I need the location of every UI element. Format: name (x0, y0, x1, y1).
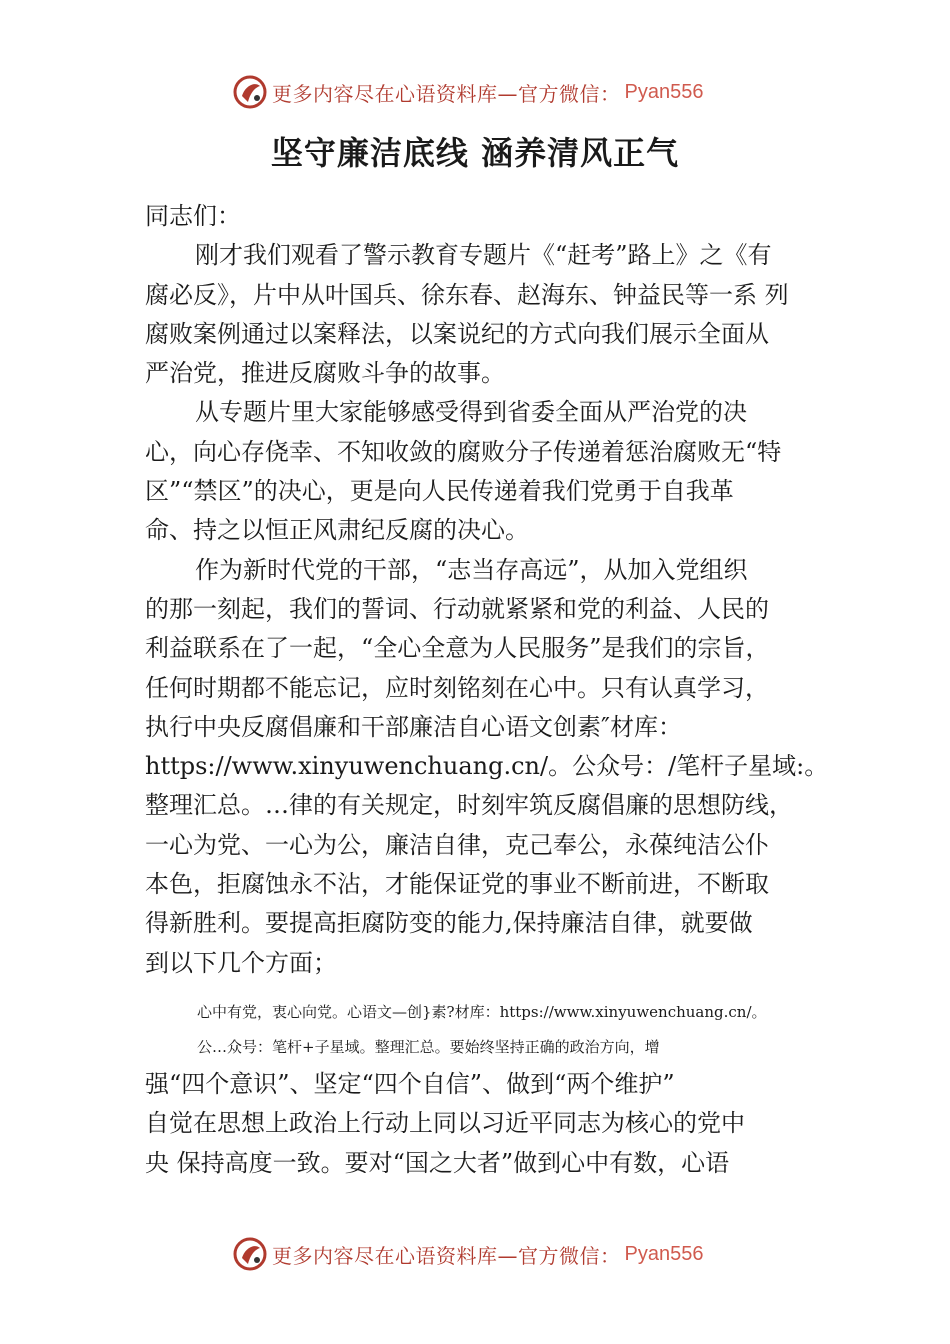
document-title: 坚守廉洁底线 涵养清风正气 (270, 134, 680, 172)
paragraph-line: 到以下几个方面； (145, 948, 337, 977)
paragraph-line: 央 保持高度一致。要对“国之大者”做到心中有数，心语 (145, 1148, 730, 1177)
footer-banner (232, 1234, 752, 1274)
xinyu-logo-icon (232, 74, 268, 110)
paragraph-line: https://www.xinyuwenchuang.cn/。公众号：/笔杆子星域:。 (145, 752, 829, 781)
salutation: 同志们： (145, 202, 241, 230)
paragraph-line: 任何时期都不能忘记，应时刻铭刻在心中。只有认真学习， (145, 673, 769, 702)
paragraph-line: 利益联系在了一起，“全心全意为人民服务”是我们的宗旨， (145, 634, 770, 663)
paragraph-line: 腐败案例通过以案释法，以案说纪的方式向我们展示全面从 (145, 319, 769, 348)
paragraph-line: 命、持之以恒正风肃纪反腐的决心。 (145, 516, 529, 545)
paragraph-line: 从专题片里大家能够感受得到省委全面从严治党的决 (195, 398, 747, 427)
header-banner (232, 72, 752, 112)
paragraph-line: 本色，拒腐蚀永不沾，才能保证党的事业不断前进，不断取 (145, 870, 769, 899)
paragraph-line: 得新胜利。要提高拒腐防变的能力,保持廉洁自律，就要做 (145, 909, 753, 938)
paragraph-line: 刚才我们观看了警示教育专题片《“赶考”路上》之《有 (195, 241, 772, 270)
header-wechat-id: Pyan556 (624, 80, 704, 103)
paragraph-line: 执行中央反腐倡廉和干部廉洁自心语文创素″材库： (145, 712, 682, 741)
footer-wechat-id: Pyan556 (624, 1242, 704, 1265)
paragraph-line: 心，向心存侥幸、不知收敛的腐败分子传递着惩治腐败无“特 (145, 437, 782, 466)
footer-banner-text: 更多内容尽在心语资料库—官方微信： (272, 1243, 621, 1268)
paragraph-line: 自觉在思想上政治上行动上同以习近平同志为核心的党中 (145, 1109, 745, 1138)
xinyu-logo-icon (232, 1236, 268, 1272)
paragraph-line: 强“四个意识”、坚定“四个自信”、做到“两个维护” (145, 1069, 675, 1098)
paragraph-line: 作为新时代党的干部，“志当存高远”，从加入党组织 (195, 555, 748, 584)
small-note-line: 公…众号：笔杆+子星域。整理汇总。要始终坚持正确的政治方向，增 (197, 1037, 660, 1056)
paragraph-line: 的那一刻起，我们的誓词、行动就紧紧和党的利益、人民的 (145, 594, 769, 623)
document-body (145, 197, 835, 1183)
paragraph-line: 整理汇总。…律的有关规定，时刻牢筑反腐倡廉的思想防线， (145, 791, 793, 820)
paragraph-line: 区”“禁区”的决心，更是向人民传递着我们党勇于自我革 (145, 477, 734, 506)
header-banner-text: 更多内容尽在心语资料库—官方微信： (272, 81, 621, 106)
paragraph-line: 腐必反》，片中从叶国兵、徐东春、赵海东、钟益民等一系 列 (145, 280, 789, 309)
paragraph-line: 严治党，推进反腐败斗争的故事。 (145, 359, 505, 388)
small-note-line: 心中有党，衷心向党。心语文—创}素?材库：https://www.xinyuwenchuang.cn/。 (197, 1002, 767, 1021)
paragraph-line: 一心为党、一心为公，廉洁自律，克己奉公，永葆纯洁公仆 (145, 830, 769, 859)
